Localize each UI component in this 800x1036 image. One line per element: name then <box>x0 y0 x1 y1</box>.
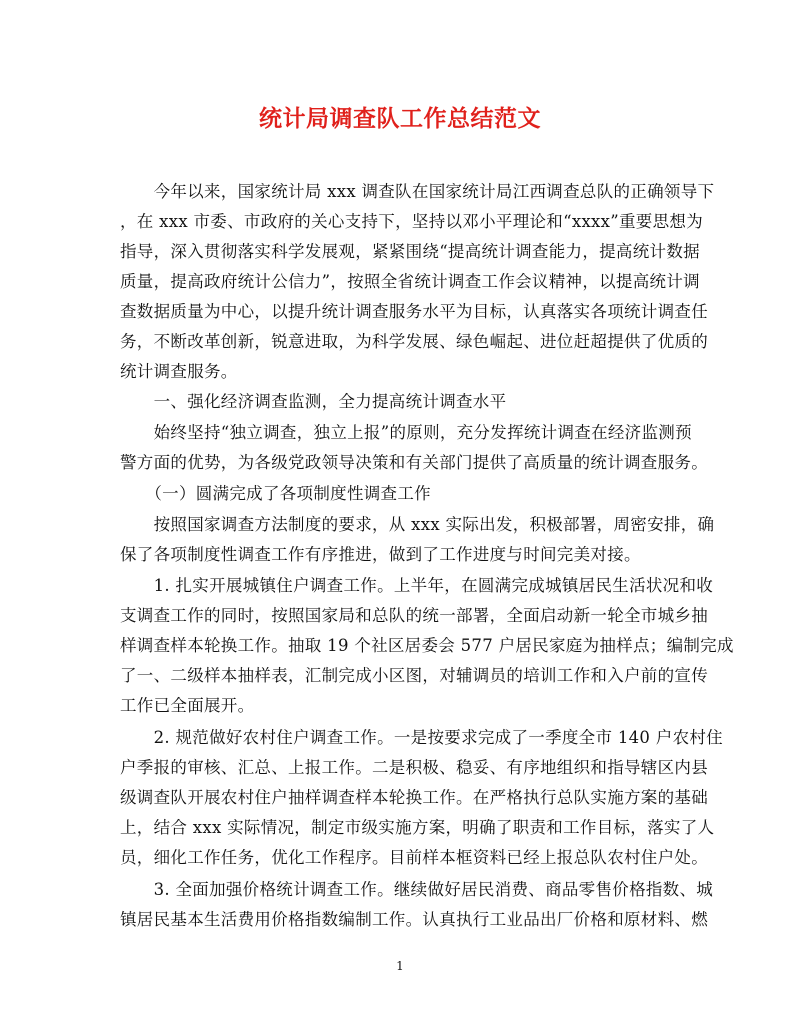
document-title: 统计局调查队工作总结范文 <box>259 105 541 132</box>
subsection-heading-1: （一）圆满完成了各项制度性调查工作 <box>120 484 431 503</box>
text-line-2: ，在 xxx 市委、市政府的关心支持下，坚持以邓小平理论和“xxxx”重要思想为 <box>120 212 703 231</box>
text-line-13: 保了各项制度性调查工作有序推进，做到了工作进度与时间完美对接。 <box>120 545 641 564</box>
text-line-23: 员，细化工作任务，优化工作程序。目前样本框资料已经上报总队农村住户处。 <box>120 848 708 867</box>
text-line-18: 工作已全面展开。 <box>120 696 255 715</box>
text-line-5: 查数据质量为中心，以提升统计调查服务水平为目标，认真落实各项统计调查任 <box>120 302 708 321</box>
section-heading-1: 一、强化经济调查监测，全力提高统计调查水平 <box>120 392 507 411</box>
page-number: 1 <box>396 959 404 973</box>
text-line-10: 警方面的优势，为各级党政领导决策和有关部门提供了高质量的统计调查服务。 <box>120 453 708 472</box>
text-line-7: 统计调查服务。 <box>120 362 238 381</box>
text-line-20: 户季报的审核、汇总、上报工作。二是积极、稳妥、有序地组织和指导辖区内县 <box>120 758 708 777</box>
text-line-25: 镇居民基本生活费用价格指数编制工作。认真执行工业品出厂价格和原材料、燃 <box>120 910 708 929</box>
text-line-12: 按照国家调查方法制度的要求，从 xxx 实际出发，积极部署，周密安排，确 <box>120 515 715 534</box>
text-line-16: 样调查样本轮换工作。抽取 19 个社区居委会 577 户居民家庭为抽样点；编制完成 <box>120 636 734 655</box>
text-line-15: 支调查工作的同时，按照国家局和总队的统一部署，全面启动新一轮全市城乡抽 <box>120 606 708 625</box>
text-line-3: 指导，深入贯彻落实科学发展观，紧紧围绕“提高统计调查能力，提高统计数据 <box>120 242 700 261</box>
text-line-1: 今年以来，国家统计局 xxx 调查队在国家统计局江西调查总队的正确领导下 <box>120 182 715 201</box>
text-line-17: 了一、二级样本抽样表，汇制完成小区图，对辅调员的培训工作和入户前的宣传 <box>120 666 708 685</box>
text-line-22: 上，结合 xxx 实际情况，制定市级实施方案，明确了职责和工作目标，落实了人 <box>120 818 715 837</box>
text-line-19: 2. 规范做好农村住户调查工作。一是按要求完成了一季度全市 140 户农村住 <box>120 728 723 747</box>
text-line-21: 级调查队开展农村住户抽样调查样本轮换工作。在严格执行总队实施方案的基础 <box>120 788 708 807</box>
text-line-4: 质量，提高政府统计公信力”，按照全省统计调查工作会议精神，以提高统计调 <box>120 272 700 291</box>
text-line-9: 始终坚持“独立调查，独立上报”的原则，充分发挥统计调查在经济监测预 <box>120 423 692 442</box>
text-line-6: 务，不断改革创新，锐意进取，为科学发展、绿色崛起、进位赶超提供了优质的 <box>120 332 708 351</box>
text-line-24: 3. 全面加强价格统计调查工作。继续做好居民消费、商品零售价格指数、城 <box>120 880 714 899</box>
text-line-14: 1. 扎实开展城镇住户调查工作。上半年，在圆满完成城镇居民生活状况和收 <box>120 576 714 595</box>
